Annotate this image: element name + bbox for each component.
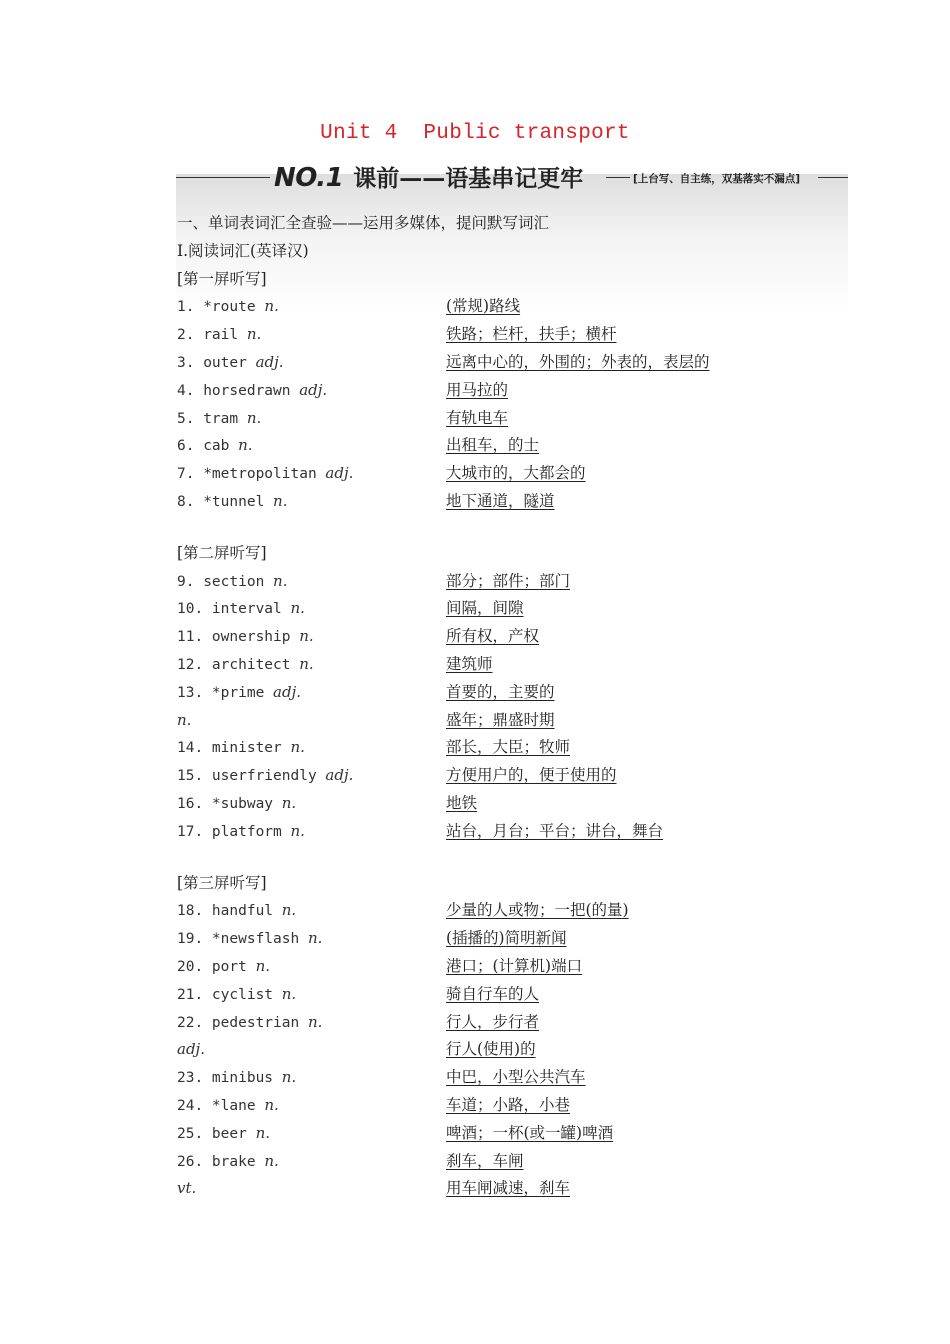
vocab-meaning: 地铁 xyxy=(446,793,478,812)
vocab-word xyxy=(177,293,279,322)
vocab-meaning: 刹车，车闸 xyxy=(446,1151,524,1170)
vocab-word xyxy=(177,818,305,847)
subsection-heading: Ⅰ.阅读词汇(英译汉) xyxy=(177,241,309,260)
part-of-speech: n. xyxy=(246,408,262,427)
part-of-speech: n. xyxy=(264,1095,279,1114)
vocab-entry xyxy=(177,790,847,818)
vocab-entry xyxy=(177,1148,847,1176)
vocab-entry xyxy=(177,568,847,596)
vocab-word-text: 18. handful xyxy=(177,903,282,920)
part-of-speech: n. xyxy=(246,325,262,344)
vocab-word xyxy=(177,623,314,652)
vocab-entry xyxy=(177,1175,847,1203)
part-of-speech: n. xyxy=(290,821,305,840)
vocab-entry xyxy=(177,679,847,707)
vocab-entry xyxy=(177,734,847,762)
vocab-meaning: 方便用户的，便于使用的 xyxy=(446,766,617,785)
vocab-entry xyxy=(177,405,847,433)
banner-rule-right xyxy=(818,177,848,178)
part-of-speech: n. xyxy=(290,738,305,757)
vocab-entry xyxy=(177,460,847,488)
vocab-word xyxy=(177,321,261,350)
vocab-entry xyxy=(177,321,847,349)
part-of-speech: n. xyxy=(177,710,192,729)
banner-number: NO.1 xyxy=(274,163,344,193)
banner-note: [上台写、自主练，双基落实不漏点] xyxy=(633,173,801,185)
vocab-word xyxy=(177,1009,322,1038)
vocab-word xyxy=(177,1148,279,1177)
vocab-meaning: 行人，步行者 xyxy=(446,1012,540,1031)
vocab-word-text: 7. *metropolitan xyxy=(177,466,326,483)
vocab-meaning: 用马拉的 xyxy=(446,380,509,399)
vocab-entry xyxy=(177,1009,847,1037)
vocab-entry xyxy=(177,377,847,405)
vocab-word xyxy=(177,707,191,736)
vocab-word-text: 11. ownership xyxy=(177,629,300,646)
vocab-meaning: 骑自行车的人 xyxy=(446,984,540,1003)
vocab-entry xyxy=(177,818,847,846)
vocab-word-text: 24. *lane xyxy=(177,1097,265,1114)
vocab-word-text: 16. *subway xyxy=(177,795,282,812)
vocab-word-text: 3. outer xyxy=(177,354,256,371)
vocab-meaning: 车道；小路，小巷 xyxy=(446,1095,571,1114)
vocab-word xyxy=(177,762,353,791)
vocab-word xyxy=(177,1092,279,1121)
vocab-entry xyxy=(177,432,847,460)
vocab-word-text: 8. *tunnel xyxy=(177,493,274,510)
dictation-label: [第三屏听写] xyxy=(177,873,267,892)
vocabulary-content xyxy=(177,210,847,1203)
part-of-speech: n. xyxy=(264,297,279,316)
part-of-speech: n. xyxy=(281,901,297,920)
vocab-word xyxy=(177,568,287,597)
part-of-speech: adj. xyxy=(273,682,301,701)
vocab-word xyxy=(177,679,301,708)
vocab-word xyxy=(177,595,305,624)
vocab-meaning: 部分；部件；部门 xyxy=(446,571,571,590)
vocab-word-text: 12. architect xyxy=(177,656,300,673)
vocabulary-sections xyxy=(177,266,847,1204)
vocab-entry xyxy=(177,1036,847,1064)
part-of-speech: n. xyxy=(281,984,297,1003)
vocab-word-text: 1. *route xyxy=(177,299,265,316)
vocab-meaning: 啤酒；一杯(或一罐)啤酒 xyxy=(446,1123,614,1142)
vocab-word xyxy=(177,349,284,378)
banner-topic: 课前——语基串记更牢 xyxy=(353,166,584,192)
section-gap xyxy=(177,516,847,540)
vocab-word xyxy=(177,981,296,1010)
vocab-meaning: 用车闸减速，刹车 xyxy=(446,1179,571,1198)
vocab-meaning: 间隔，间隙 xyxy=(446,599,524,618)
vocab-meaning: 部长，大臣；牧师 xyxy=(446,738,571,757)
vocab-word-text: 15. userfriendly xyxy=(177,768,326,785)
vocab-word xyxy=(177,651,314,680)
vocab-word xyxy=(177,925,322,954)
vocab-word-text: 19. *newsflash xyxy=(177,931,308,948)
banner-rule-mid xyxy=(606,177,630,178)
vocab-entry xyxy=(177,488,847,516)
part-of-speech: n. xyxy=(264,1151,279,1170)
part-of-speech: n. xyxy=(273,491,288,510)
part-of-speech: n. xyxy=(307,1012,323,1031)
part-of-speech: n. xyxy=(299,654,314,673)
part-of-speech: n. xyxy=(281,793,297,812)
dictation-label: [第二屏听写] xyxy=(177,543,267,562)
vocab-entry xyxy=(177,707,847,735)
part-of-speech: n. xyxy=(307,929,323,948)
part-of-speech: adj. xyxy=(255,352,284,371)
vocab-word xyxy=(177,1175,196,1204)
vocab-word-text: 4. horsedrawn xyxy=(177,382,300,399)
vocab-entry xyxy=(177,293,847,321)
part-of-speech: n. xyxy=(299,627,314,646)
vocab-entry xyxy=(177,1120,847,1148)
section-banner xyxy=(176,160,848,196)
part-of-speech: n. xyxy=(255,1123,271,1142)
vocab-entry xyxy=(177,1064,847,1092)
vocab-entry xyxy=(177,623,847,651)
vocab-word xyxy=(177,405,261,434)
part-of-speech: vt. xyxy=(177,1179,197,1198)
part-of-speech: n. xyxy=(273,571,288,590)
vocab-meaning: 港口；(计算机)端口 xyxy=(446,956,583,975)
vocab-meaning: 所有权，产权 xyxy=(446,627,540,646)
vocab-word xyxy=(177,377,327,406)
vocab-meaning: 行人(使用)的 xyxy=(446,1040,536,1059)
vocab-meaning: 铁路；栏杆，扶手；横杆 xyxy=(446,325,617,344)
part-of-speech: n. xyxy=(281,1068,297,1087)
part-of-speech: n. xyxy=(290,599,305,618)
vocab-word-text: 10. interval xyxy=(177,601,291,618)
vocab-meaning: 盛年；鼎盛时期 xyxy=(446,710,555,729)
vocab-meaning: 少量的人或物；一把(的量) xyxy=(446,901,629,920)
vocab-word xyxy=(177,488,287,517)
vocab-meaning: 站台，月台；平台；讲台，舞台 xyxy=(446,821,664,840)
part-of-speech: adj. xyxy=(325,464,354,483)
vocab-word xyxy=(177,1120,270,1149)
vocab-word xyxy=(177,790,296,819)
part-of-speech: n. xyxy=(238,436,253,455)
vocab-word-text: 2. rail xyxy=(177,327,247,344)
vocab-meaning: 大城市的，大都会的 xyxy=(446,464,586,483)
vocab-entry xyxy=(177,349,847,377)
vocab-word-text: 14. minister xyxy=(177,740,291,757)
vocab-word-text: 5. tram xyxy=(177,410,247,427)
vocab-word xyxy=(177,432,253,461)
vocab-word-text: 25. beer xyxy=(177,1125,256,1142)
part-of-speech: adj. xyxy=(177,1040,205,1059)
vocab-meaning: (插播的)简明新闻 xyxy=(446,929,567,948)
section-gap xyxy=(177,846,847,870)
vocab-word xyxy=(177,953,270,982)
part-of-speech: n. xyxy=(255,956,271,975)
vocab-entry xyxy=(177,651,847,679)
vocab-meaning: 中巴，小型公共汽车 xyxy=(446,1068,586,1087)
vocab-meaning: 远离中心的，外围的；外表的，表层的 xyxy=(446,352,710,371)
vocab-word-text: 22. pedestrian xyxy=(177,1014,308,1031)
dictation-label: [第一屏听写] xyxy=(177,269,267,288)
vocab-word xyxy=(177,897,296,926)
vocab-entry xyxy=(177,925,847,953)
vocab-meaning: 建筑师 xyxy=(446,654,493,673)
vocab-word-text: 9. section xyxy=(177,573,274,590)
vocab-word-text: 13. *prime xyxy=(177,684,274,701)
vocab-entry xyxy=(177,897,847,925)
part-of-speech: adj. xyxy=(299,380,328,399)
vocab-meaning: 地下通道，隧道 xyxy=(446,491,555,510)
part-of-speech: adj. xyxy=(325,766,354,785)
vocab-entry xyxy=(177,762,847,790)
vocab-word xyxy=(177,734,305,763)
vocab-word-text: 20. port xyxy=(177,958,256,975)
vocab-entry xyxy=(177,981,847,1009)
unit-title: Unit 4 Public transport xyxy=(320,122,630,145)
vocab-word xyxy=(177,1064,296,1093)
vocab-word xyxy=(177,460,353,489)
vocab-entry xyxy=(177,595,847,623)
banner-rule-left xyxy=(176,177,270,178)
vocab-word-text: 26. brake xyxy=(177,1153,265,1170)
section-heading: 一、单词表词汇全查验——运用多媒体，提问默写词汇 xyxy=(177,214,550,232)
vocab-meaning: 首要的，主要的 xyxy=(446,682,555,701)
vocab-entry xyxy=(177,1092,847,1120)
vocab-entry xyxy=(177,953,847,981)
vocab-meaning: 有轨电车 xyxy=(446,408,509,427)
vocab-word-text: 21. cyclist xyxy=(177,986,282,1003)
vocab-word xyxy=(177,1036,205,1065)
vocab-word-text: 23. minibus xyxy=(177,1070,282,1087)
vocab-word-text: 6. cab xyxy=(177,438,239,455)
banner-heading xyxy=(274,160,583,193)
vocab-meaning: 出租车，的士 xyxy=(446,436,540,455)
vocab-meaning: (常规)路线 xyxy=(446,297,521,316)
vocab-word-text: 17. platform xyxy=(177,823,291,840)
